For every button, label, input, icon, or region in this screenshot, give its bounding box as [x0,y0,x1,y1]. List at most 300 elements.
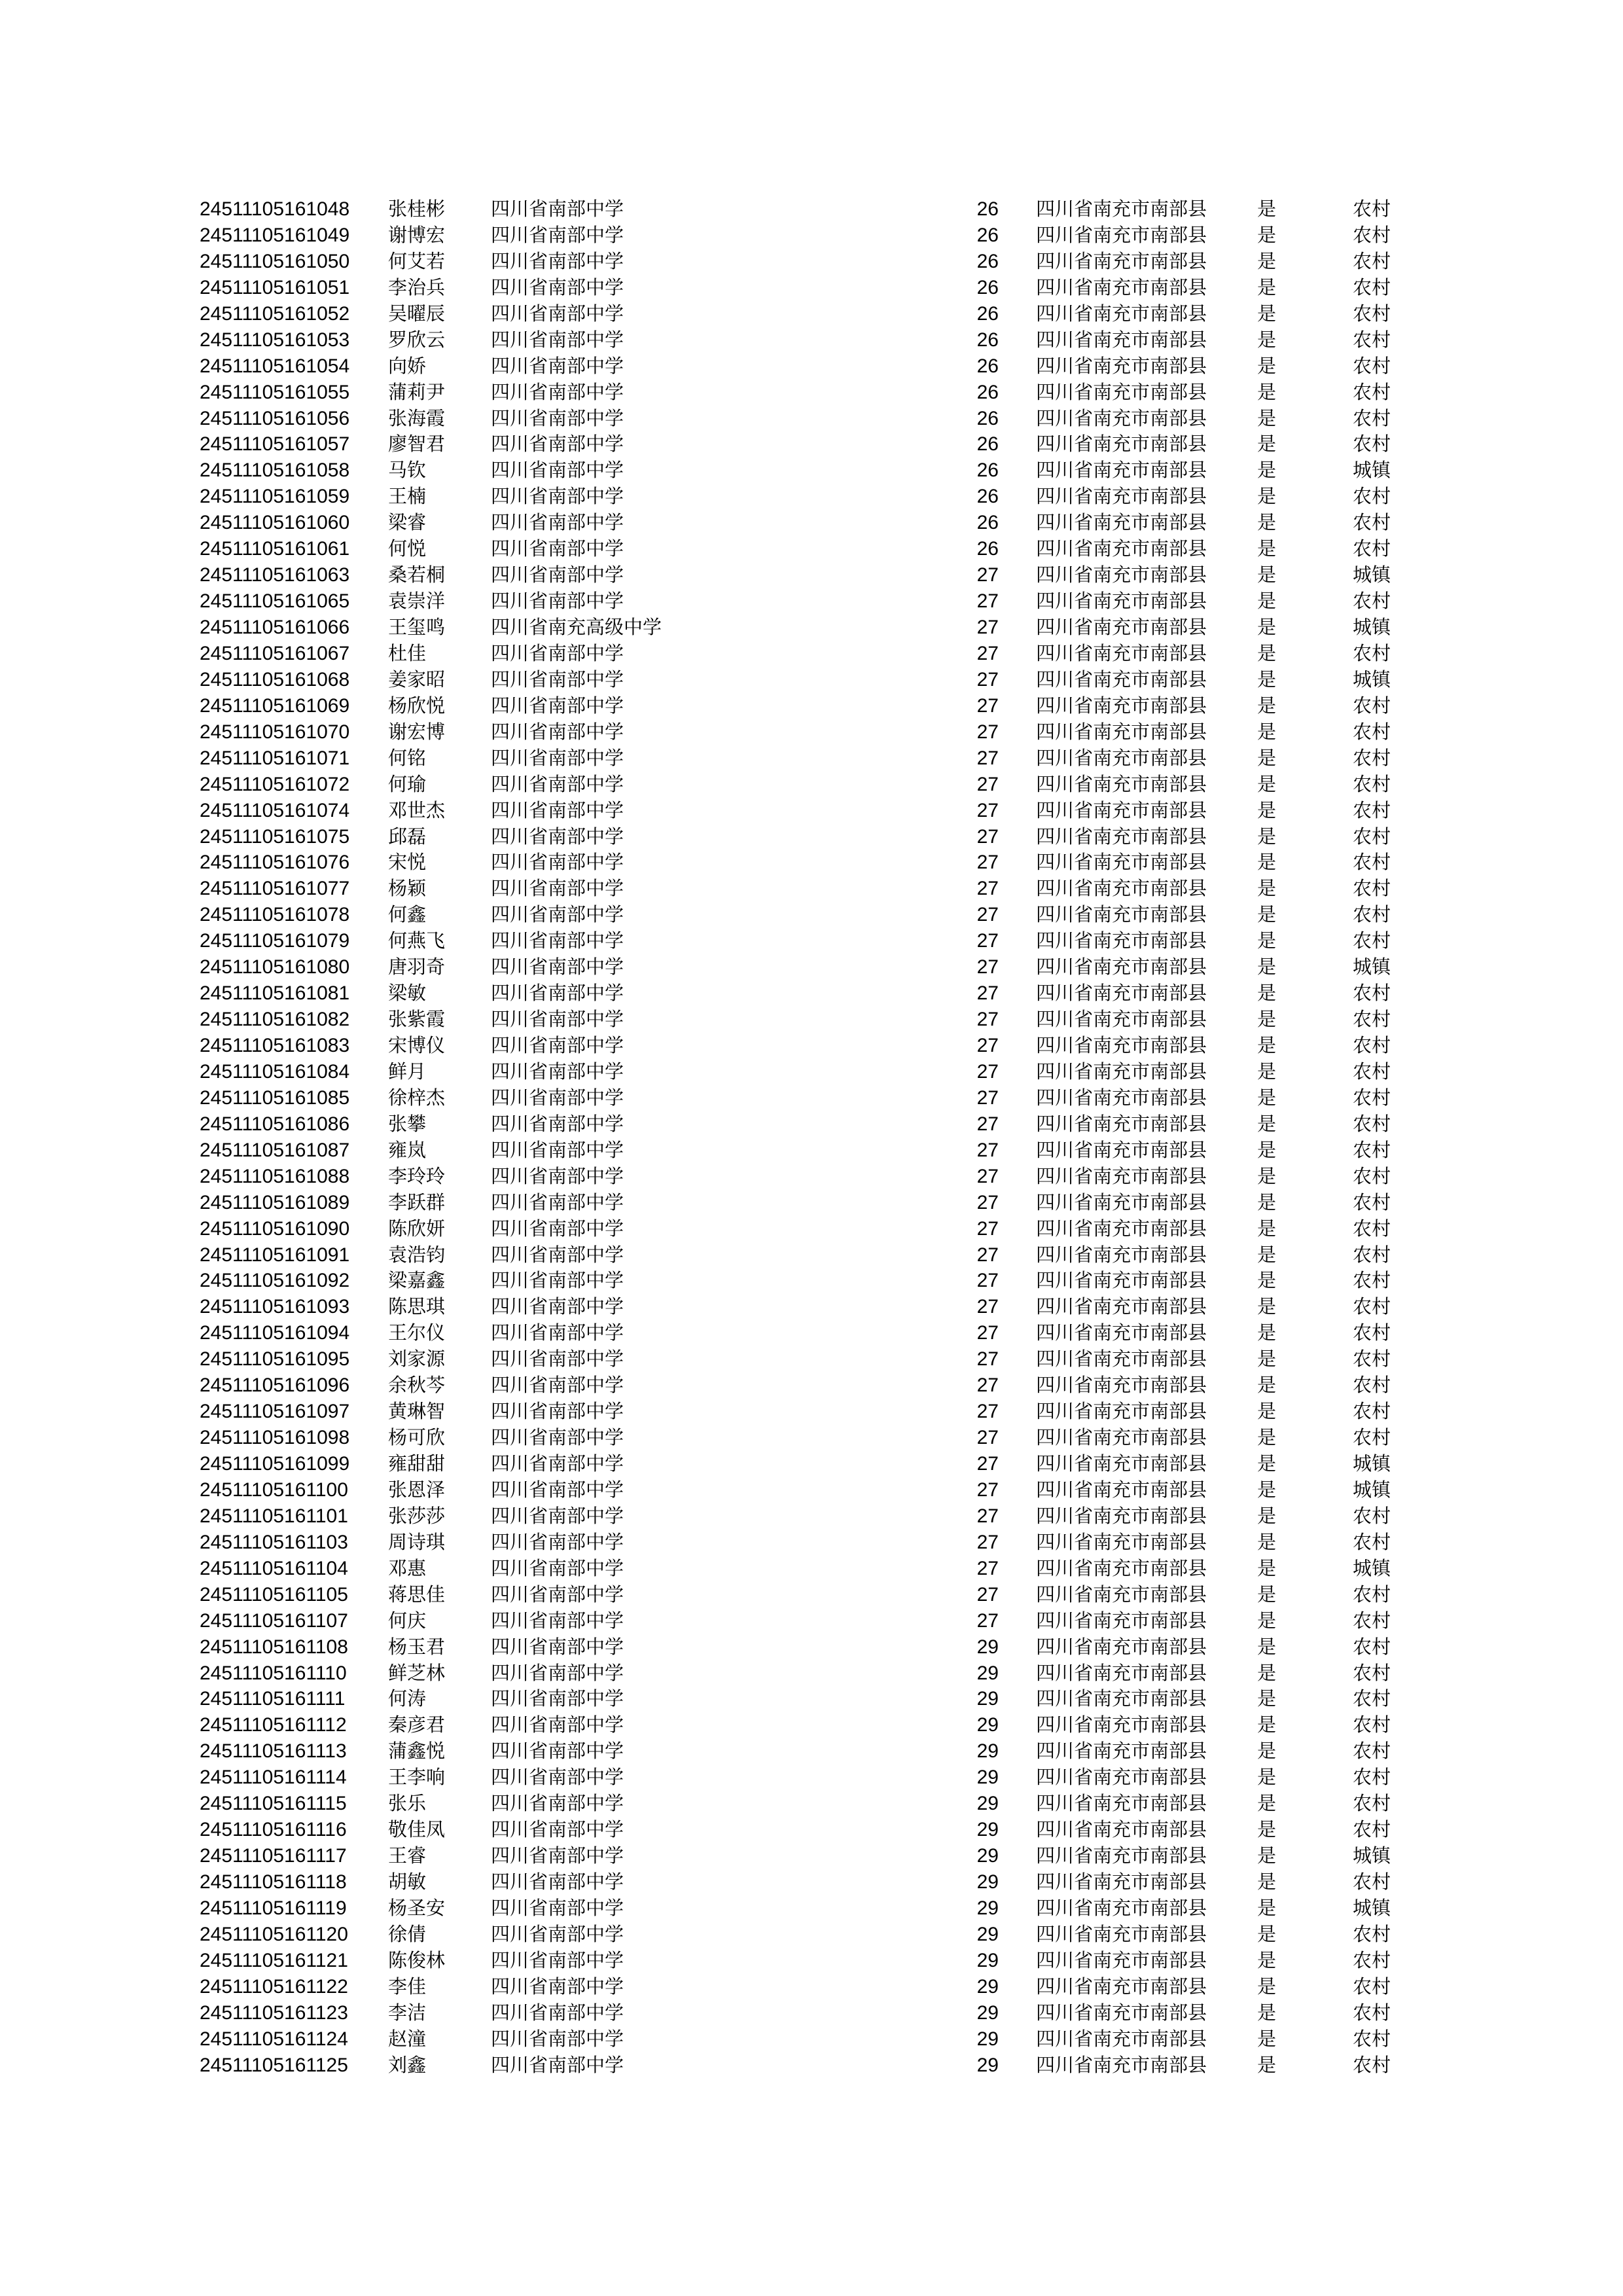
table-row [0,457,1623,484]
flag-cell: 是 [1257,1452,1277,1475]
flag-cell: 是 [1257,249,1277,272]
household-type-cell: 农村 [1353,1348,1391,1371]
candidate-id-cell: 24511105161050 [200,250,350,272]
flag-cell: 是 [1257,1556,1277,1579]
household-type-cell: 农村 [1353,720,1391,743]
region-cell: 四川省南充市南部县 [1036,694,1207,717]
household-type-cell: 农村 [1353,2001,1391,2024]
flag-cell: 是 [1257,537,1277,560]
candidate-id-cell: 24511105161092 [200,1270,350,1292]
region-cell: 四川省南充市南部县 [1036,1871,1207,1893]
school-cell: 四川省南部中学 [491,302,624,325]
candidate-id-cell: 24511105161084 [200,1060,350,1083]
region-cell: 四川省南充市南部县 [1036,2053,1207,2076]
candidate-id-cell: 24511105161074 [200,799,350,821]
school-cell: 四川省南部中学 [491,2053,624,2076]
name-cell: 宋博仪 [388,1034,446,1056]
school-cell: 四川省南部中学 [491,641,624,664]
region-cell: 四川省南充市南部县 [1036,1164,1207,1187]
region-cell: 四川省南充市南部县 [1036,877,1207,900]
name-cell: 邓世杰 [388,798,446,821]
school-cell: 四川省南部中学 [491,1034,624,1056]
school-cell: 四川省南部中学 [491,1792,624,1815]
number-cell: 26 [976,538,999,560]
table-row [0,1582,1623,1608]
flag-cell: 是 [1257,302,1277,325]
candidate-id-cell: 24511105161098 [200,1427,350,1449]
number-cell: 27 [976,617,999,638]
number-cell: 29 [976,2001,999,2024]
flag-cell: 是 [1257,198,1277,220]
region-cell: 四川省南充市南部县 [1036,354,1207,377]
region-cell: 四川省南充市南部县 [1036,276,1207,298]
name-cell: 何艾若 [388,249,446,272]
candidate-id-cell: 24511105161052 [200,302,350,325]
household-type-cell: 城镇 [1353,956,1391,978]
household-type-cell: 农村 [1353,1635,1391,1658]
household-type-cell: 农村 [1353,1766,1391,1789]
household-type-cell: 农村 [1353,1871,1391,1893]
household-type-cell: 农村 [1353,302,1391,325]
region-cell: 四川省南充市南部县 [1036,2027,1207,2050]
number-cell: 27 [976,1453,999,1475]
number-cell: 27 [976,825,999,848]
school-cell: 四川省南部中学 [491,1583,624,1605]
candidate-id-cell: 24511105161115 [200,1793,347,1815]
table-row [0,824,1623,850]
household-type-cell: 农村 [1353,982,1391,1005]
flag-cell: 是 [1257,1374,1277,1397]
region-cell: 四川省南充市南部县 [1036,380,1207,403]
number-cell: 27 [976,1139,999,1161]
name-cell: 谢宏博 [388,720,446,743]
flag-cell: 是 [1257,1164,1277,1187]
name-cell: 袁浩钧 [388,1243,446,1266]
number-cell: 29 [976,1897,999,1919]
region-cell: 四川省南充市南部县 [1036,720,1207,743]
school-cell: 四川省南部中学 [491,1295,624,1318]
candidate-id-cell: 24511105161090 [200,1217,350,1240]
region-cell: 四川省南充市南部县 [1036,616,1207,638]
candidate-id-cell: 24511105161113 [200,1740,347,1763]
school-cell: 四川省南部中学 [491,1896,624,1919]
number-cell: 27 [976,1401,999,1423]
school-cell: 四川省南部中学 [491,1766,624,1789]
number-cell: 27 [976,904,999,926]
candidate-id-cell: 24511105161125 [200,2054,348,2076]
number-cell: 29 [976,1740,999,1763]
household-type-cell: 农村 [1353,2053,1391,2076]
table-row [0,275,1623,301]
table-row [0,772,1623,798]
table-row [0,1660,1623,1687]
region-cell: 四川省南充市南部县 [1036,1583,1207,1605]
household-type-cell: 城镇 [1353,668,1391,691]
number-cell: 27 [976,956,999,978]
flag-cell: 是 [1257,406,1277,429]
number-cell: 27 [976,1296,999,1318]
school-cell: 四川省南部中学 [491,1452,624,1475]
table-row [0,301,1623,327]
household-type-cell: 农村 [1353,537,1391,560]
number-cell: 27 [976,1113,999,1135]
school-cell: 四川省南部中学 [491,459,624,482]
flag-cell: 是 [1257,223,1277,246]
number-cell: 27 [976,747,999,769]
table-row [0,1320,1623,1346]
number-cell: 27 [976,1009,999,1031]
number-cell: 26 [976,433,999,456]
flag-cell: 是 [1257,1348,1277,1371]
household-type-cell: 农村 [1353,1112,1391,1135]
flag-cell: 是 [1257,328,1277,351]
table-row [0,327,1623,353]
candidate-id-cell: 24511105161059 [200,486,350,508]
candidate-id-cell: 24511105161066 [200,617,350,638]
region-cell: 四川省南充市南部县 [1036,1086,1207,1109]
region-cell: 四川省南充市南部县 [1036,1792,1207,1815]
candidate-id-cell: 24511105161079 [200,930,350,952]
school-cell: 四川省南部中学 [491,1818,624,1841]
table-row [0,902,1623,928]
flag-cell: 是 [1257,1844,1277,1867]
school-cell: 四川省南部中学 [491,354,624,377]
region-cell: 四川省南充市南部县 [1036,1661,1207,1684]
flag-cell: 是 [1257,2053,1277,2076]
table-row [0,1712,1623,1738]
household-type-cell: 农村 [1353,877,1391,900]
candidate-id-cell: 24511105161075 [200,825,350,848]
flag-cell: 是 [1257,668,1277,691]
name-cell: 雍岚 [388,1138,427,1161]
flag-cell: 是 [1257,1948,1277,1971]
name-cell: 唐羽奇 [388,956,446,978]
flag-cell: 是 [1257,1321,1277,1344]
name-cell: 姜家昭 [388,668,446,691]
region-cell: 四川省南充市南部县 [1036,223,1207,246]
region-cell: 四川省南充市南部县 [1036,564,1207,586]
school-cell: 四川省南部中学 [491,1138,624,1161]
household-type-cell: 农村 [1353,1687,1391,1710]
school-cell: 四川省南部中学 [491,2027,624,2050]
candidate-id-cell: 24511105161097 [200,1401,350,1423]
school-cell: 四川省南部中学 [491,1243,624,1266]
name-cell: 杨欣悦 [388,694,446,717]
table-row [0,484,1623,510]
school-cell: 四川省南部中学 [491,772,624,795]
region-cell: 四川省南充市南部县 [1036,1504,1207,1527]
flag-cell: 是 [1257,459,1277,482]
table-row [0,223,1623,249]
flag-cell: 是 [1257,1217,1277,1240]
table-row [0,2053,1623,2079]
school-cell: 四川省南部中学 [491,1530,624,1553]
table-row [0,562,1623,588]
table-row [0,1738,1623,1765]
name-cell: 刘鑫 [388,2053,427,2076]
household-type-cell: 农村 [1353,1191,1391,1213]
number-cell: 29 [976,2028,999,2050]
school-cell: 四川省南部中学 [491,380,624,403]
number-cell: 26 [976,329,999,351]
household-type-cell: 农村 [1353,198,1391,220]
table-row [0,719,1623,745]
number-cell: 27 [976,721,999,743]
table-row [0,1268,1623,1294]
table-row [0,1477,1623,1503]
name-cell: 敬佳凤 [388,1818,446,1841]
household-type-cell: 农村 [1353,1609,1391,1632]
candidate-id-cell: 24511105161111 [200,1688,346,1710]
number-cell: 29 [976,1819,999,1841]
household-type-cell: 农村 [1353,825,1391,848]
region-cell: 四川省南充市南部县 [1036,328,1207,351]
candidate-id-cell: 24511105161117 [200,1845,347,1867]
flag-cell: 是 [1257,1583,1277,1605]
region-cell: 四川省南充市南部县 [1036,511,1207,534]
flag-cell: 是 [1257,1896,1277,1919]
region-cell: 四川省南充市南部县 [1036,982,1207,1005]
region-cell: 四川省南充市南部县 [1036,459,1207,482]
region-cell: 四川省南充市南部县 [1036,537,1207,560]
household-type-cell: 农村 [1353,1321,1391,1344]
number-cell: 29 [976,1767,999,1789]
name-cell: 鲜月 [388,1060,427,1083]
household-type-cell: 农村 [1353,641,1391,664]
region-cell: 四川省南充市南部县 [1036,1426,1207,1449]
household-type-cell: 城镇 [1353,1844,1391,1867]
flag-cell: 是 [1257,590,1277,613]
household-type-cell: 城镇 [1353,564,1391,586]
candidate-id-cell: 24511105161056 [200,407,350,429]
candidate-id-cell: 24511105161072 [200,773,350,795]
name-cell: 张紫霞 [388,1008,446,1031]
number-cell: 29 [976,1871,999,1893]
name-cell: 杨可欣 [388,1426,446,1449]
school-cell: 四川省南部中学 [491,1871,624,1893]
region-cell: 四川省南充市南部县 [1036,1556,1207,1579]
roster-table [0,196,1623,2079]
household-type-cell: 农村 [1353,249,1391,272]
candidate-id-cell: 24511105161105 [200,1583,348,1605]
table-row [0,1556,1623,1582]
candidate-id-cell: 24511105161101 [200,1505,348,1527]
flag-cell: 是 [1257,1661,1277,1684]
flag-cell: 是 [1257,1034,1277,1056]
table-row [0,510,1623,536]
flag-cell: 是 [1257,1922,1277,1945]
region-cell: 四川省南充市南部县 [1036,2001,1207,2024]
number-cell: 27 [976,668,999,691]
number-cell: 27 [976,1060,999,1083]
school-cell: 四川省南部中学 [491,877,624,900]
school-cell: 四川省南部中学 [491,903,624,926]
candidate-id-cell: 24511105161070 [200,721,350,743]
flag-cell: 是 [1257,485,1277,508]
household-type-cell: 农村 [1353,746,1391,769]
region-cell: 四川省南充市南部县 [1036,1478,1207,1501]
number-cell: 27 [976,1374,999,1397]
candidate-id-cell: 24511105161077 [200,878,350,900]
name-cell: 余秋芩 [388,1374,446,1397]
school-cell: 四川省南部中学 [491,851,624,874]
region-cell: 四川省南充市南部县 [1036,1138,1207,1161]
table-row [0,1765,1623,1791]
table-row [0,693,1623,719]
name-cell: 王睿 [388,1844,427,1867]
name-cell: 谢博宏 [388,223,446,246]
school-cell: 四川省南部中学 [491,564,624,586]
number-cell: 29 [976,1662,999,1684]
household-type-cell: 农村 [1353,1530,1391,1553]
table-row [0,1190,1623,1216]
name-cell: 袁崇洋 [388,590,446,613]
school-cell: 四川省南部中学 [491,2001,624,2024]
table-row [0,928,1623,954]
household-type-cell: 农村 [1353,1713,1391,1736]
flag-cell: 是 [1257,1792,1277,1815]
table-row [0,1346,1623,1372]
household-type-cell: 农村 [1353,1922,1391,1945]
household-type-cell: 农村 [1353,903,1391,926]
school-cell: 四川省南部中学 [491,798,624,821]
region-cell: 四川省南充市南部县 [1036,1269,1207,1292]
table-row [0,1216,1623,1242]
name-cell: 李治兵 [388,276,446,298]
candidate-id-cell: 24511105161099 [200,1453,350,1475]
household-type-cell: 农村 [1353,1295,1391,1318]
region-cell: 四川省南充市南部县 [1036,1530,1207,1553]
candidate-id-cell: 24511105161048 [200,198,350,220]
school-cell: 四川省南部中学 [491,746,624,769]
candidate-id-cell: 24511105161114 [200,1767,347,1789]
flag-cell: 是 [1257,433,1277,456]
school-cell: 四川省南部中学 [491,590,624,613]
household-type-cell: 农村 [1353,1086,1391,1109]
name-cell: 张乐 [388,1792,427,1815]
name-cell: 杨颖 [388,877,427,900]
name-cell: 廖智君 [388,433,446,456]
flag-cell: 是 [1257,1008,1277,1031]
school-cell: 四川省南部中学 [491,1687,624,1710]
table-row [0,380,1623,406]
name-cell: 吴曜辰 [388,302,446,325]
number-cell: 26 [976,250,999,272]
flag-cell: 是 [1257,1530,1277,1553]
household-type-cell: 农村 [1353,406,1391,429]
school-cell: 四川省南部中学 [491,276,624,298]
table-row [0,1791,1623,1817]
flag-cell: 是 [1257,798,1277,821]
table-row [0,431,1623,457]
table-row [0,1294,1623,1320]
table-row [0,1059,1623,1085]
name-cell: 胡敏 [388,1871,427,1893]
school-cell: 四川省南部中学 [491,1661,624,1684]
region-cell: 四川省南充市南部县 [1036,1452,1207,1475]
flag-cell: 是 [1257,720,1277,743]
candidate-id-cell: 24511105161078 [200,904,350,926]
number-cell: 29 [976,1688,999,1710]
flag-cell: 是 [1257,1609,1277,1632]
candidate-id-cell: 24511105161122 [200,1975,348,1998]
flag-cell: 是 [1257,1818,1277,1841]
school-cell: 四川省南部中学 [491,406,624,429]
region-cell: 四川省南充市南部县 [1036,1034,1207,1056]
school-cell: 四川省南部中学 [491,1321,624,1344]
household-type-cell: 农村 [1353,276,1391,298]
number-cell: 27 [976,1165,999,1187]
number-cell: 26 [976,302,999,325]
school-cell: 四川省南部中学 [491,1740,624,1763]
flag-cell: 是 [1257,1060,1277,1083]
table-row [0,745,1623,772]
number-cell: 29 [976,1636,999,1658]
table-row [0,1869,1623,1895]
region-cell: 四川省南充市南部县 [1036,1191,1207,1213]
flag-cell: 是 [1257,825,1277,848]
school-cell: 四川省南部中学 [491,720,624,743]
flag-cell: 是 [1257,694,1277,717]
flag-cell: 是 [1257,1243,1277,1266]
name-cell: 陈思琪 [388,1295,446,1318]
table-row [0,641,1623,667]
table-row [0,1138,1623,1164]
household-type-cell: 农村 [1353,1426,1391,1449]
name-cell: 秦彦君 [388,1713,446,1736]
number-cell: 29 [976,2054,999,2076]
region-cell: 四川省南充市南部县 [1036,929,1207,952]
household-type-cell: 农村 [1353,1975,1391,1998]
region-cell: 四川省南充市南部县 [1036,433,1207,456]
candidate-id-cell: 24511105161093 [200,1296,350,1318]
number-cell: 27 [976,1479,999,1501]
household-type-cell: 农村 [1353,485,1391,508]
table-row [0,1922,1623,1948]
number-cell: 27 [976,1270,999,1292]
flag-cell: 是 [1257,1112,1277,1135]
flag-cell: 是 [1257,1713,1277,1736]
household-type-cell: 农村 [1353,1661,1391,1684]
region-cell: 四川省南充市南部县 [1036,1948,1207,1971]
household-type-cell: 城镇 [1353,1896,1391,1919]
name-cell: 陈俊林 [388,1948,446,1971]
table-row [0,588,1623,615]
candidate-id-cell: 24511105161120 [200,1923,348,1945]
number-cell: 27 [976,1217,999,1240]
school-cell: 四川省南部中学 [491,1635,624,1658]
school-cell: 四川省南部中学 [491,1609,624,1632]
region-cell: 四川省南充市南部县 [1036,1374,1207,1397]
flag-cell: 是 [1257,354,1277,377]
region-cell: 四川省南充市南部县 [1036,956,1207,978]
number-cell: 27 [976,1348,999,1371]
region-cell: 四川省南充市南部县 [1036,1975,1207,1998]
flag-cell: 是 [1257,877,1277,900]
candidate-id-cell: 24511105161067 [200,642,350,664]
number-cell: 27 [976,694,999,717]
candidate-id-cell: 24511105161061 [200,538,350,560]
candidate-id-cell: 24511105161119 [200,1897,347,1919]
candidate-id-cell: 24511105161118 [200,1871,347,1893]
school-cell: 四川省南部中学 [491,1348,624,1371]
candidate-id-cell: 24511105161053 [200,329,350,351]
school-cell: 四川省南部中学 [491,1400,624,1423]
household-type-cell: 农村 [1353,1740,1391,1763]
name-cell: 鲜芝林 [388,1661,446,1684]
table-row [0,1372,1623,1399]
region-cell: 四川省南充市南部县 [1036,825,1207,848]
